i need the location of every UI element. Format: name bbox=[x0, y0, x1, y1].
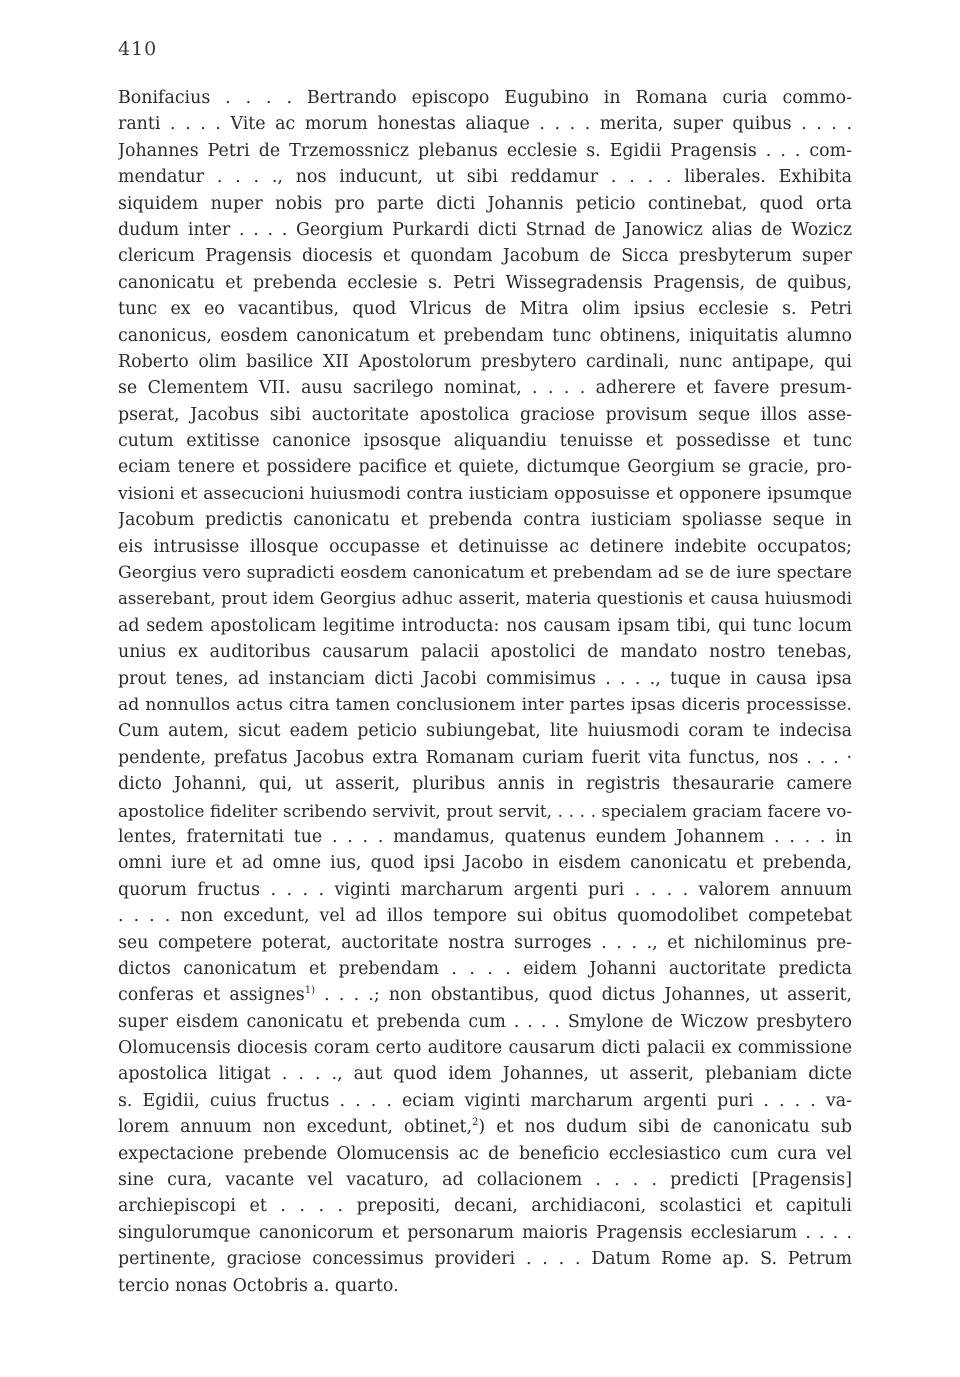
body-text bbox=[118, 85, 852, 1299]
text-line: apostolice fideliter scribendo servivit, prout servit, . . . . specialem graciam facere vo- bbox=[118, 800, 852, 821]
text-line: Olomucensis diocesis coram certo auditore causarum dicti palacii ex commissione bbox=[118, 1038, 852, 1059]
text-line: pendente, prefatus Jacobus extra Romanam curiam fuerit vita functus, nos . . . · bbox=[118, 747, 852, 768]
line-start: conferas et assignes bbox=[118, 985, 305, 1006]
text-line: clericum Pragensis diocesis et quondam Jacobum de Sicca presbyterum super bbox=[118, 246, 852, 267]
text-line-with-footnote-2: lorem annuum non excedunt, obtinet,$^2$) et nos dudum sibi de canonicatu sub bbox=[118, 1117, 852, 1138]
text-line: Georgius vero supradicti eosdem canonicatum et prebendam ad se de iure spectare bbox=[118, 563, 852, 584]
line-start: lorem annuum non excedunt, obtinet, bbox=[118, 1117, 473, 1138]
text-line: cutum extitisse canonice ipsosque aliquandiu tenuisse et possedisse et tunc bbox=[118, 431, 852, 452]
text-line: singulorumque canonicorum et personarum maioris Pragensis ecclesiarum . . . . bbox=[118, 1222, 852, 1243]
text-line: . . . . non excedunt, vel ad illos tempore sui obitus quomodolibet competebat bbox=[118, 906, 852, 927]
text-line: quorum fructus . . . . viginti marcharum argenti puri . . . . valorem annuum bbox=[118, 879, 852, 900]
text-line: pserat, Jacobus sibi auctoritate apostolica graciose provisum seque illos asse- bbox=[118, 404, 852, 425]
text-line: Johannes Petri de Trzemossnicz plebanus ecclesie s. Egidii Pragensis . . . com- bbox=[118, 140, 852, 161]
text-line: dudum inter . . . . Georgium Purkardi dicti Strnad de Janowicz alias de Wozicz bbox=[118, 219, 852, 240]
text-line: Bonifacius . . . . Bertrando episcopo Eugubino in Romana curia commo- bbox=[118, 88, 852, 108]
text-line: sine cura, vacante vel vacaturo, ad collacionem . . . . predicti [Pragensis] bbox=[118, 1170, 852, 1191]
line-end: . . . .; non obstantibus, quod dictus Johannes, ut asserit, bbox=[315, 985, 852, 1006]
text-line: asserebant, prout idem Georgius adhuc asserit, materia questionis et causa huiusmodi bbox=[118, 589, 852, 609]
page-number: 410 bbox=[118, 38, 158, 60]
text-line: canonicatu et prebenda ecclesie s. Petri Wissegradensis Pragensis, de quibus, bbox=[118, 272, 852, 293]
text-line: prout tenes, ad instanciam dicti Jacobi commisimus . . . ., tuque in causa ipsa bbox=[118, 668, 852, 689]
text-line: siquidem nuper nobis pro parte dicti Johannis peticio continebat, quod orta bbox=[118, 193, 852, 214]
text-line: apostolica litigat . . . ., aut quod idem Johannes, ut asserit, plebaniam dicte bbox=[118, 1064, 852, 1085]
text-line: ad sedem apostolicam legitime introducta: nos causam ipsam tibi, qui tunc locum bbox=[118, 615, 852, 636]
text-line: Jacobum predictis canonicatu et prebenda contra iusticiam spoliasse seque in bbox=[118, 510, 852, 531]
text-line: tunc ex eo vacantibus, quod Vlricus de Mitra olim ipsius ecclesie s. Petri bbox=[118, 299, 852, 320]
text-line: eis intrusisse illosque occupasse et detinuisse ac detinere indebite occupatos; bbox=[118, 536, 852, 557]
text-line: seu competere poterat, auctoritate nostra surroges . . . ., et nichilominus pre- bbox=[118, 932, 852, 953]
text-line: ad nonnullos actus citra tamen conclusionem inter partes ipsas diceris processisse. bbox=[118, 694, 852, 715]
text-line: expectacione prebende Olomucensis ac de beneficio ecclesiastico cum cura vel bbox=[118, 1143, 852, 1164]
footnote-mark: 1) bbox=[304, 985, 315, 997]
text-line: archiepiscopi et . . . . prepositi, decani, archidiaconi, scolastici et capituli bbox=[118, 1196, 852, 1217]
text-line: dictos canonicatum et prebendam . . . . eidem Johanni auctoritate predicta bbox=[118, 958, 852, 979]
text-line: lentes, fraternitati tue . . . . mandamus, quatenus eundem Johannem . . . . in bbox=[118, 826, 852, 847]
text-line-with-footnote-1 bbox=[118, 982, 852, 1008]
line-end: et nos dudum sibi de canonicatu sub bbox=[485, 1117, 852, 1138]
text-line-final: tercio nonas Octobris a. quarto. bbox=[118, 1275, 399, 1296]
text-line: pertinente, graciose concessimus provideri . . . . Datum Rome ap. S. Petrum bbox=[118, 1249, 852, 1270]
text-line: Cum autem, sicut eadem peticio subiungebat, lite huiusmodi coram te indecisa bbox=[118, 721, 852, 742]
text-line: se Clementem VII. ausu sacrilego nominat, . . . . adherere et favere presum- bbox=[118, 378, 852, 399]
text-line: eciam tenere et possidere pacifice et quiete, dictumque Georgium se gracie, pro- bbox=[118, 457, 852, 478]
text-line: Roberto olim basilice XII Apostolorum presbytero cardinali, nunc antipape, qui bbox=[118, 351, 852, 372]
text-line: omni iure et ad omne ius, quod ipsi Jacobo in eisdem canonicatu et prebenda, bbox=[118, 853, 852, 874]
text-line: visioni et assecucioni huiusmodi contra iusticiam opposuisse et opponere ipsumque bbox=[118, 483, 852, 504]
footnote-mark: 2 bbox=[472, 1117, 479, 1129]
text-line: super eisdem canonicatu et prebenda cum . . . . Smylone de Wiczow presbytero bbox=[118, 1011, 852, 1032]
text-line: dicto Johanni, qui, ut asserit, pluribus annis in registris thesaurarie camere bbox=[118, 774, 852, 795]
text-line: canonicus, eosdem canonicatum et prebendam tunc obtinens, iniquitatis alumno bbox=[118, 325, 852, 346]
text-line: mendatur . . . ., nos inducunt, ut sibi reddamur . . . . liberales. Exhibita bbox=[118, 167, 852, 188]
text-line: s. Egidii, cuius fructus . . . . eciam viginti marcharum argenti puri . . . . va- bbox=[118, 1090, 852, 1111]
text-line: ranti . . . . Vite ac morum honestas aliaque . . . . merita, super quibus . . . . bbox=[118, 114, 852, 135]
text-line: unius ex auditoribus causarum palacii apostolici de mandato nostro tenebas, bbox=[118, 642, 852, 663]
